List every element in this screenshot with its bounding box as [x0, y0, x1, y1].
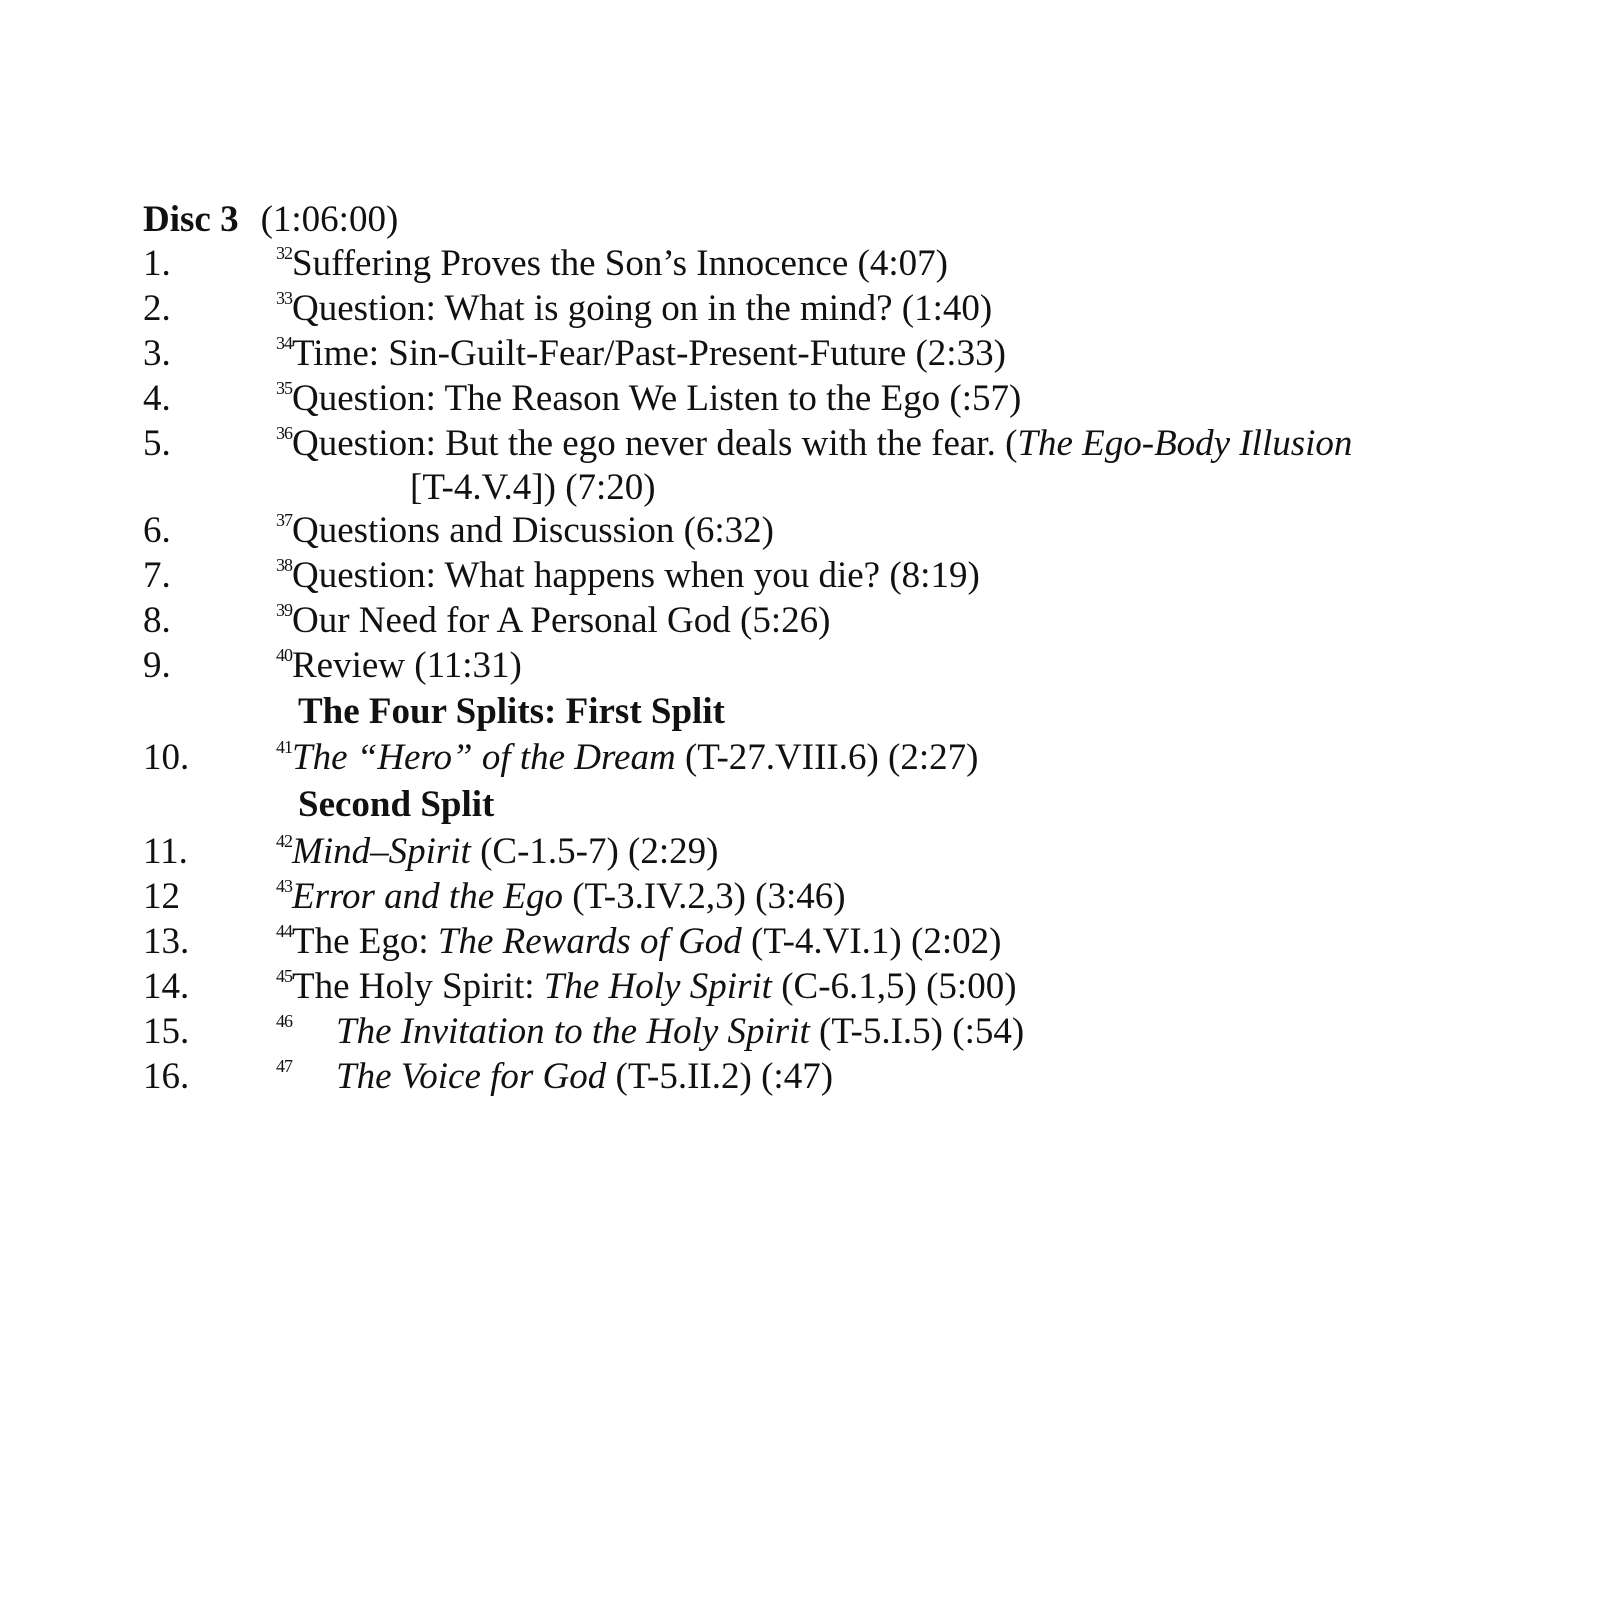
track-number: 1.: [143, 243, 171, 284]
track-title-text: [336, 1056, 833, 1097]
track-title-text: [292, 243, 948, 284]
title-segment: (T-27.VIII.6) (2:27): [675, 737, 979, 778]
title-italic-segment: Mind–Spirit: [292, 831, 471, 872]
track-row: [0, 1054, 1600, 1100]
track-title: [276, 735, 978, 781]
track-title-text: [292, 510, 774, 551]
track-title: [276, 508, 774, 554]
footnote-marker: 37: [276, 510, 292, 530]
footnote-marker: 34: [276, 333, 292, 353]
track-title: [276, 241, 948, 287]
track-row: [0, 919, 1600, 965]
track-title-text: [292, 555, 980, 596]
title-segment: The Holy Spirit:: [292, 966, 544, 1007]
footnote-marker: 40: [276, 645, 292, 665]
title-italic-segment: Error and the Ego: [292, 876, 563, 917]
track-number: 7.: [143, 555, 171, 596]
title-italic-segment: The Voice for God: [336, 1056, 607, 1097]
footnote-marker: 46: [276, 1011, 292, 1031]
track-title: [276, 829, 718, 875]
track-row: [0, 735, 1600, 781]
track-row: [0, 376, 1600, 422]
title-segment: Suffering Proves the Son’s Innocence (4:07): [292, 243, 948, 284]
track-title: [276, 643, 522, 689]
title-segment: (T-4.VI.1) (2:02): [741, 921, 1002, 962]
track-number: 16.: [143, 1056, 190, 1097]
track-number: 14.: [143, 966, 190, 1007]
track-number: 10.: [143, 737, 190, 778]
track-title-text: [292, 831, 718, 872]
track-title: [276, 376, 1021, 422]
title-italic-segment: The Ego-Body Illusion: [1017, 423, 1353, 464]
track-number: 4.: [143, 378, 171, 419]
track-title-text: [336, 1011, 1024, 1052]
title-segment: Question: But the ego never deals with the fear. (: [292, 423, 1018, 464]
footnote-marker: 32: [276, 243, 292, 263]
track-title: [276, 553, 980, 599]
track-row: [0, 421, 1600, 508]
section-heading: The Four Splits: First Split: [298, 691, 725, 732]
title-italic-segment: The Holy Spirit: [543, 966, 772, 1007]
track-number: 8.: [143, 600, 171, 641]
title-segment: (C-6.1,5) (5:00): [771, 966, 1017, 1007]
track-row: [0, 829, 1600, 875]
track-number: 11.: [143, 831, 188, 872]
track-title-text: [292, 288, 992, 329]
title-italic-segment: The “Hero” of the Dream: [292, 737, 676, 778]
track-row: [0, 553, 1600, 599]
track-row: [0, 286, 1600, 332]
track-row: [0, 643, 1600, 689]
disc-label: Disc 3: [143, 199, 239, 240]
title-segment: Questions and Discussion (6:32): [292, 510, 774, 551]
track-title: [276, 1009, 1024, 1055]
track-row: [0, 508, 1600, 554]
track-row: [0, 331, 1600, 377]
track-title: [276, 598, 830, 644]
track-row: [0, 1009, 1600, 1055]
footnote-marker: 42: [276, 831, 292, 851]
footnote-marker: 44: [276, 921, 292, 941]
track-title-text: [292, 876, 846, 917]
track-title-continuation: [T-4.V.4]) (7:20): [410, 467, 656, 508]
track-title: [276, 919, 1001, 965]
track-row: [0, 964, 1600, 1010]
footnote-marker: 38: [276, 555, 292, 575]
track-number: 12: [143, 876, 180, 917]
title-segment: (T-5.II.2) (:47): [606, 1056, 834, 1097]
track-title: [276, 964, 1017, 1010]
track-title-text: [292, 600, 830, 641]
title-segment: (C-1.5-7) (2:29): [470, 831, 719, 872]
footnote-marker: 35: [276, 378, 292, 398]
title-segment: Our Need for A Personal God (5:26): [292, 600, 831, 641]
footnote-marker: 47: [276, 1056, 292, 1076]
track-number: 2.: [143, 288, 171, 329]
track-number: 5.: [143, 423, 171, 464]
section-heading: Second Split: [298, 784, 495, 825]
track-number: 15.: [143, 1011, 190, 1052]
track-title-text: [292, 423, 1352, 464]
track-title-text: [292, 333, 1006, 374]
track-title-text: [292, 737, 978, 778]
track-row: [0, 598, 1600, 644]
footnote-marker: 36: [276, 423, 292, 443]
footnote-marker: 41: [276, 737, 292, 757]
track-row: [0, 241, 1600, 287]
track-title-text: [292, 378, 1021, 419]
track-title-text: [292, 966, 1017, 1007]
title-segment: The Ego:: [292, 921, 438, 962]
track-title-text: [292, 645, 522, 686]
track-title: [276, 874, 846, 920]
title-segment: Review (11:31): [292, 645, 522, 686]
title-segment: Question: The Reason We Listen to the Ego (:57): [292, 378, 1022, 419]
disc-duration: (1:06:00): [260, 199, 399, 240]
track-title: [276, 331, 1006, 377]
footnote-marker: 45: [276, 966, 292, 986]
title-italic-segment: The Rewards of God: [437, 921, 742, 962]
track-number: 6.: [143, 510, 171, 551]
title-segment: Question: What happens when you die? (8:19): [292, 555, 980, 596]
track-number: 13.: [143, 921, 190, 962]
track-title: [276, 421, 1352, 467]
title-italic-segment: The Invitation to the Holy Spirit: [336, 1011, 810, 1052]
title-segment: (T-5.I.5) (:54): [809, 1011, 1025, 1052]
title-segment: Question: What is going on in the mind? (1:40): [292, 288, 993, 329]
track-number: 3.: [143, 333, 171, 374]
footnote-marker: 33: [276, 288, 292, 308]
track-number: 9.: [143, 645, 171, 686]
footnote-marker: 43: [276, 876, 292, 896]
track-title: [276, 286, 992, 332]
track-title: [276, 1054, 833, 1100]
track-row: [0, 874, 1600, 920]
title-segment: (T-3.IV.2,3) (3:46): [562, 876, 846, 917]
track-title-text: [292, 921, 1001, 962]
title-segment: Time: Sin-Guilt-Fear/Past-Present-Future (2:33): [292, 333, 1006, 374]
footnote-marker: 39: [276, 600, 292, 620]
